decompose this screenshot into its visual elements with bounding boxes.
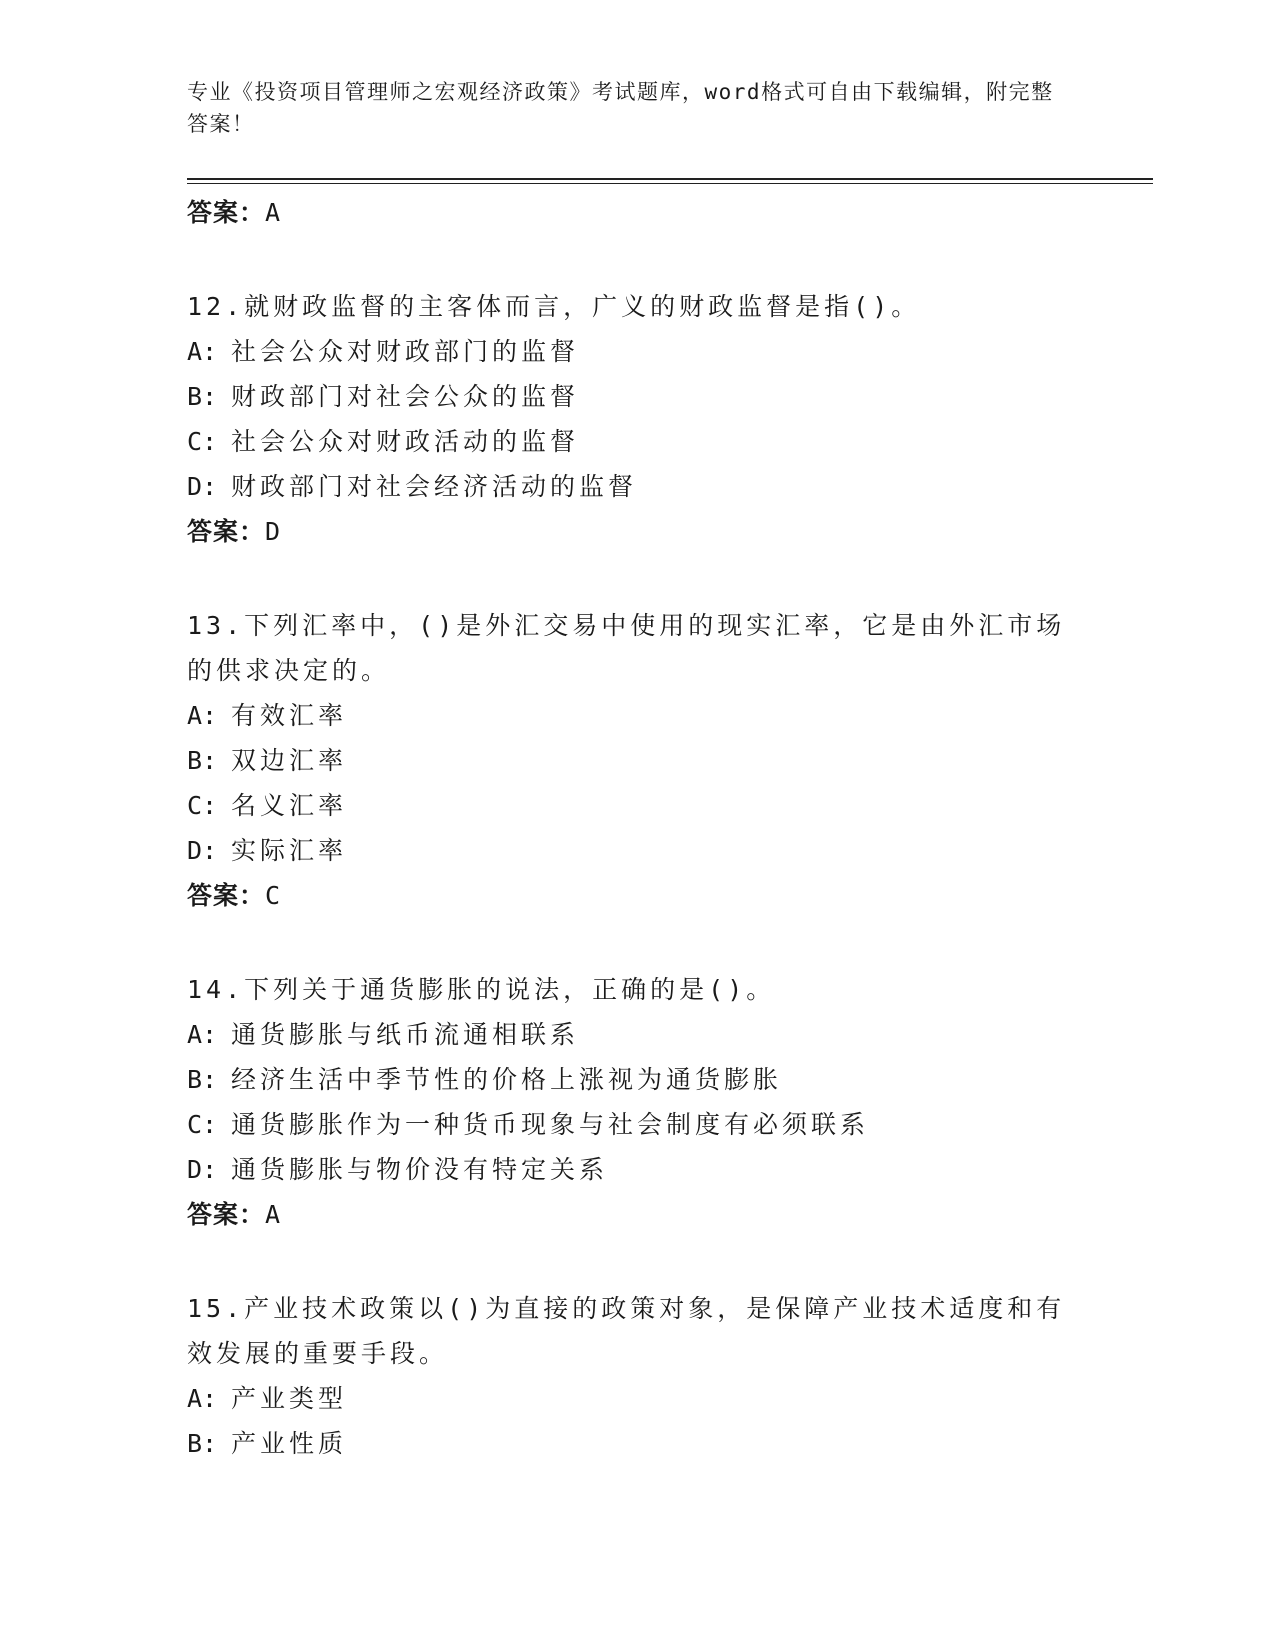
option-text: 社会公众对财政部门的监督 [231,337,580,366]
option-text: 通货膨胀作为一种货币现象与社会制度有必须联系 [231,1110,870,1139]
question-text: 14.下列关于通货膨胀的说法，正确的是()。 [187,975,776,1004]
option-d [187,828,1087,873]
answer-value: A [265,198,282,227]
question-text: 12.就财政监督的主客体而言，广义的财政监督是指()。 [187,292,921,321]
option-c [187,419,1087,464]
option-text: 双边汇率 [231,746,348,775]
answer-label: 答案： [187,1200,266,1229]
option-key: D: [187,1155,218,1184]
option-key: A: [187,701,218,730]
option-key: B: [187,1065,218,1094]
answer-line [187,1192,1087,1238]
option-a [187,329,1087,374]
option-a [187,1376,1087,1421]
option-text: 财政部门对社会经济活动的监督 [231,472,638,501]
question-text: 13.下列汇率中，()是外汇交易中使用的现实汇率，它是由外汇市场的供求决定的。 [187,611,1066,685]
question-block [187,1286,1087,1466]
answer-line [187,873,1087,919]
option-d [187,1147,1087,1192]
option-b [187,374,1087,419]
option-text: 通货膨胀与物价没有特定关系 [231,1155,609,1184]
option-b [187,738,1087,783]
option-c [187,783,1087,828]
option-text: 通货膨胀与纸币流通相联系 [231,1020,580,1049]
option-text: 社会公众对财政活动的监督 [231,427,580,456]
option-key: D: [187,472,218,501]
option-key: B: [187,746,218,775]
option-key: C: [187,791,218,820]
answer-label: 答案： [187,881,266,910]
document-header: 专业《投资项目管理师之宏观经济政策》考试题库，word格式可自由下载编辑，附完整答案！ [187,80,1054,136]
option-key: B: [187,382,218,411]
question-block [187,603,1087,919]
header-rule-thick [187,178,1153,180]
question-block [187,284,1087,555]
option-b [187,1421,1087,1466]
option-key: A: [187,1384,218,1413]
option-text: 经济生活中季节性的价格上涨视为通货膨胀 [231,1065,783,1094]
option-text: 产业性质 [231,1429,348,1458]
answer-label: 答案： [187,198,266,227]
document-body [187,190,1087,1466]
option-text: 名义汇率 [231,791,348,820]
option-key: A: [187,337,218,366]
answer-value: C [265,881,282,910]
option-text: 财政部门对社会公众的监督 [231,382,580,411]
answer-line [187,509,1087,555]
question-block [187,967,1087,1238]
answer-line [187,190,1087,236]
answer-value: A [265,1200,282,1229]
option-key: C: [187,1110,218,1139]
option-text: 产业类型 [231,1384,348,1413]
option-a [187,693,1087,738]
header-rule-thin [187,183,1153,184]
answer-value: D [265,517,282,546]
option-key: D: [187,836,218,865]
option-text: 有效汇率 [231,701,348,730]
option-d [187,464,1087,509]
option-text: 实际汇率 [231,836,348,865]
option-key: B: [187,1429,218,1458]
option-key: C: [187,427,218,456]
option-key: A: [187,1020,218,1049]
option-b [187,1057,1087,1102]
option-c [187,1102,1087,1147]
answer-label: 答案： [187,517,266,546]
option-a [187,1012,1087,1057]
question-text: 15.产业技术政策以()为直接的政策对象，是保障产业技术适度和有效发展的重要手段。 [187,1294,1066,1368]
